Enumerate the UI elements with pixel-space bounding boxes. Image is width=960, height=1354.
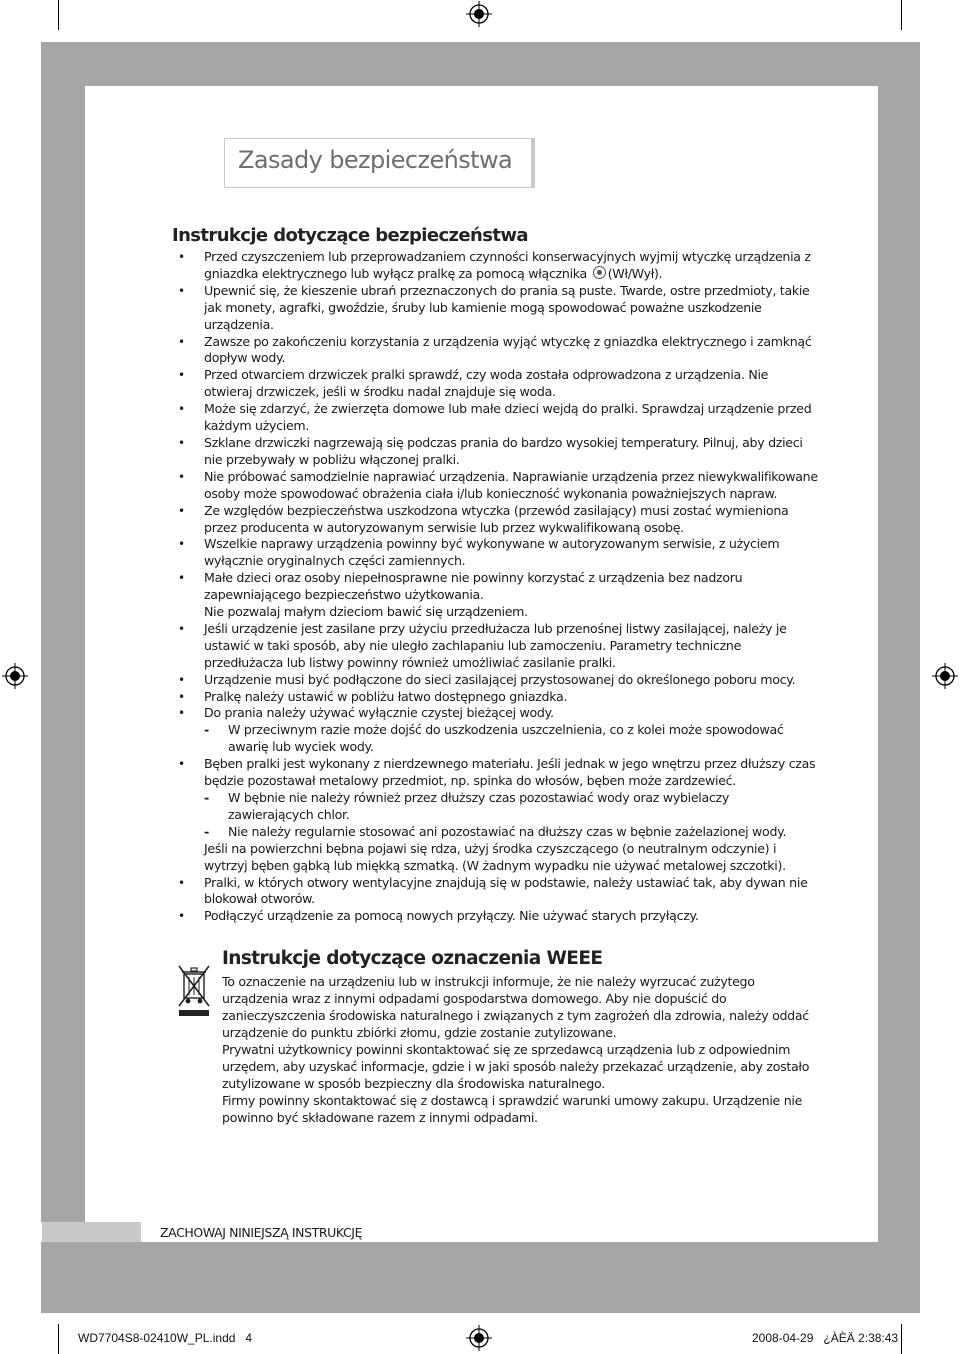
list-item (178, 435, 818, 469)
list-item (178, 283, 818, 334)
weee-paragraph: Prywatni użytkownicy powinni skontaktować się ze sprzedawcą urządzenia lub z odpowiednim urzędem, aby uzyskać informacje, gdzie i w jaki sposób należy przekazać urządzenie, aby zostało zutylizowane w sposób bezpieczny dla środowiska naturalnego. (222, 1042, 810, 1091)
crop-mark (901, 0, 902, 30)
frame-right (878, 42, 920, 1313)
registration-mark-icon (2, 663, 28, 689)
print-slug-filename: WD7704S8-02410W_PL.indd 4 (78, 1331, 253, 1345)
list-item-text: Ze względów bezpieczeństwa uszkodzona wtyczka (przewód zasilający) musi zostać wymieniona przez producenta w autoryzowanym serwisie lub przez wykwalifikowaną osobę. (204, 502, 789, 535)
list-item-text: Przed czyszczeniem lub przeprowadzaniem czynności konserwacyjnych wyjmij wtyczkę urządzenia z gniazdka elektrycznego lub wyłącz pralkę za pomocą włącznika (204, 249, 811, 281)
safety-heading: Instrukcje dotyczące bezpieczeństwa (172, 225, 528, 246)
list-item-text: Zawsze po zakończeniu korzystania z urządzenia wyjąć wtyczkę z gniazdka elektrycznego i zamknąć dopływ wody. (204, 333, 812, 366)
sub-list-item: - Nie należy regularnie stosować ani pozostawiać na dłuższy czas w bębnie zażelazionej wody. (204, 824, 818, 841)
list-item (178, 705, 818, 756)
list-item (178, 621, 818, 672)
power-button-icon (593, 266, 606, 279)
list-item-text: Pralki, w których otwory wentylacyjne znajdują się w podstawie, należy ustawiać tak, aby dywan nie blokował otworów. (204, 874, 808, 907)
list-item-text: Szklane drzwiczki nagrzewają się podczas prania do bardzo wysokiej temperatury. Pilnuj, aby dzieci nie przebywały w pobliżu włączonej pralki. (204, 434, 803, 467)
frame-bottom (41, 1242, 920, 1313)
footer-bar (42, 1222, 141, 1242)
list-item (178, 249, 818, 283)
weee-paragraph: Firmy powinny skontaktować się z dostawcą i sprawdzić warunki umowy zakupu. Urządzenie nie powinno być składowane razem z innymi odpadami. (222, 1093, 803, 1125)
list-item-text: Przed otwarciem drzwiczek pralki sprawdź, czy woda została odprowadzona z urządzenia. Nie otwieraj drzwiczek, jeśli w środku nadal znajduje się woda. (204, 367, 769, 400)
list-item (178, 503, 818, 537)
list-item (178, 367, 818, 401)
crossed-out-wheelie-bin-icon (175, 962, 213, 1022)
list-item-text: Nie pozwalaj małym dzieciom bawić się urządzeniem. (204, 604, 528, 620)
list-item-text: Podłączyć urządzenie za pomocą nowych przyłączy. Nie używać starych przyłączy. (204, 908, 699, 924)
list-item (178, 756, 818, 874)
sub-list-item: - W przeciwnym razie może dojść do uszkodzenia uszczelnienia, co z kolei może spowodować awarię lub wyciek wody. (204, 722, 818, 756)
page-title: Zasady bezpieczeństwa (238, 146, 513, 174)
list-item-text: Bęben pralki jest wykonany z nierdzewnego materiału. Jeśli jednak w jego wnętrzu przez dłuższy czas będzie pozostawał metalowy przedmiot, np. spinka do włosów, bęben może zardzewieć. (204, 756, 816, 789)
list-item-text: Jeśli na powierzchni bębna pojawi się rdza, użyj środka czyszczącego (o neutralnym odczynie) i wytrzyj bęben gąbką lub miękką szmatką. (W żadnym wypadku nie używać metalowej szczotki). (204, 840, 786, 873)
list-item-text: Wszelkie naprawy urządzenia powinny być wykonywane w autoryzowanym serwisie, z użyciem wyłącznie oryginalnych części zamiennych. (204, 536, 780, 569)
list-item (178, 908, 818, 925)
list-item (178, 536, 818, 570)
crop-mark (901, 1324, 902, 1354)
frame-top (41, 42, 920, 86)
list-item-text: (Wł/Wył). (607, 265, 663, 281)
list-item (178, 689, 818, 706)
registration-mark-icon (932, 663, 958, 689)
list-item-text: Nie próbować samodzielnie naprawiać urządzenia. Naprawianie urządzenia przez niewykwalifikowane osoby może spowodować obrażenia ciała i/lub konieczność wykonania poważniejszych napraw. (204, 468, 818, 501)
list-item-text: Pralkę należy ustawić w pobliżu łatwo dostępnego gniazdka. (204, 688, 568, 704)
sub-list (204, 722, 818, 756)
title-box-accent (531, 139, 535, 187)
registration-mark-icon (466, 1, 492, 27)
weee-heading: Instrukcje dotyczące oznaczenia WEEE (222, 948, 603, 969)
weee-paragraph: To oznaczenie na urządzeniu lub w instrukcji informuje, że nie należy wyrzucać zużytego urządzenia wraz z innymi odpadami gospodarstwa domowego. Aby nie dopuścić do zanieczyszczenia środowiska naturalnego i związanych z tym zagrożeń dla zdrowia, należy oddać urządzenie do punktu zbiórki złomu, gdzie zostanie zutylizowane. (222, 974, 809, 1040)
safety-list (178, 249, 818, 925)
weee-body (222, 973, 812, 1126)
list-item-text: Może się zdarzyć, że zwierzęta domowe lub małe dzieci wejdą do pralki. Sprawdzaj urządzenie przed każdym użyciem. (204, 401, 812, 434)
list-item (178, 401, 818, 435)
sub-list (204, 790, 818, 841)
list-item-text: Do prania należy używać wyłącznie czystej bieżącej wody. (204, 705, 554, 721)
list-item (178, 334, 818, 368)
print-slug-timestamp: 2008-04-29 ¿ÀÈÄ 2:38:43 (752, 1331, 899, 1345)
list-item (178, 875, 818, 909)
frame-left (41, 86, 85, 1222)
list-item-text: Jeśli urządzenie jest zasilane przy użyciu przedłużacza lub przenośnej listwy zasilającej, należy je ustawić w taki sposób, aby nie uległo zachlapaniu lub zamoczeniu. Parametry techniczne przedłużacza lub listwy powinny również umożliwiać zasilanie pralki. (204, 620, 787, 670)
sub-list-item: - W bębnie nie należy również przez dłuższy czas pozostawiać wody oraz wybielaczy zawierających chlor. (204, 790, 818, 824)
crop-mark (58, 1324, 59, 1354)
list-item (178, 570, 818, 621)
crop-mark (58, 0, 59, 30)
list-item-text: Urządzenie musi być podłączone do sieci zasilającej przystosowanej do określonego poboru mocy. (204, 671, 796, 687)
list-item (178, 469, 818, 503)
list-item-text: Małe dzieci oraz osoby niepełnosprawne nie powinny korzystać z urządzenia bez nadzoru zapewniającego bezpieczeństwo użytkowania. (204, 570, 743, 603)
footer-note: ZACHOWAJ NINIEJSZĄ INSTRUKCJĘ (160, 1225, 363, 1240)
list-item-text: Upewnić się, że kieszenie ubrań przeznaczonych do prania są puste. Twarde, ostre przedmioty, takie jak monety, agrafki, gwoździe, śruby lub kamienie mogą spowodować poważne uszkodzenie urządzenia. (204, 282, 810, 332)
list-item (178, 672, 818, 689)
registration-mark-icon (466, 1325, 492, 1351)
